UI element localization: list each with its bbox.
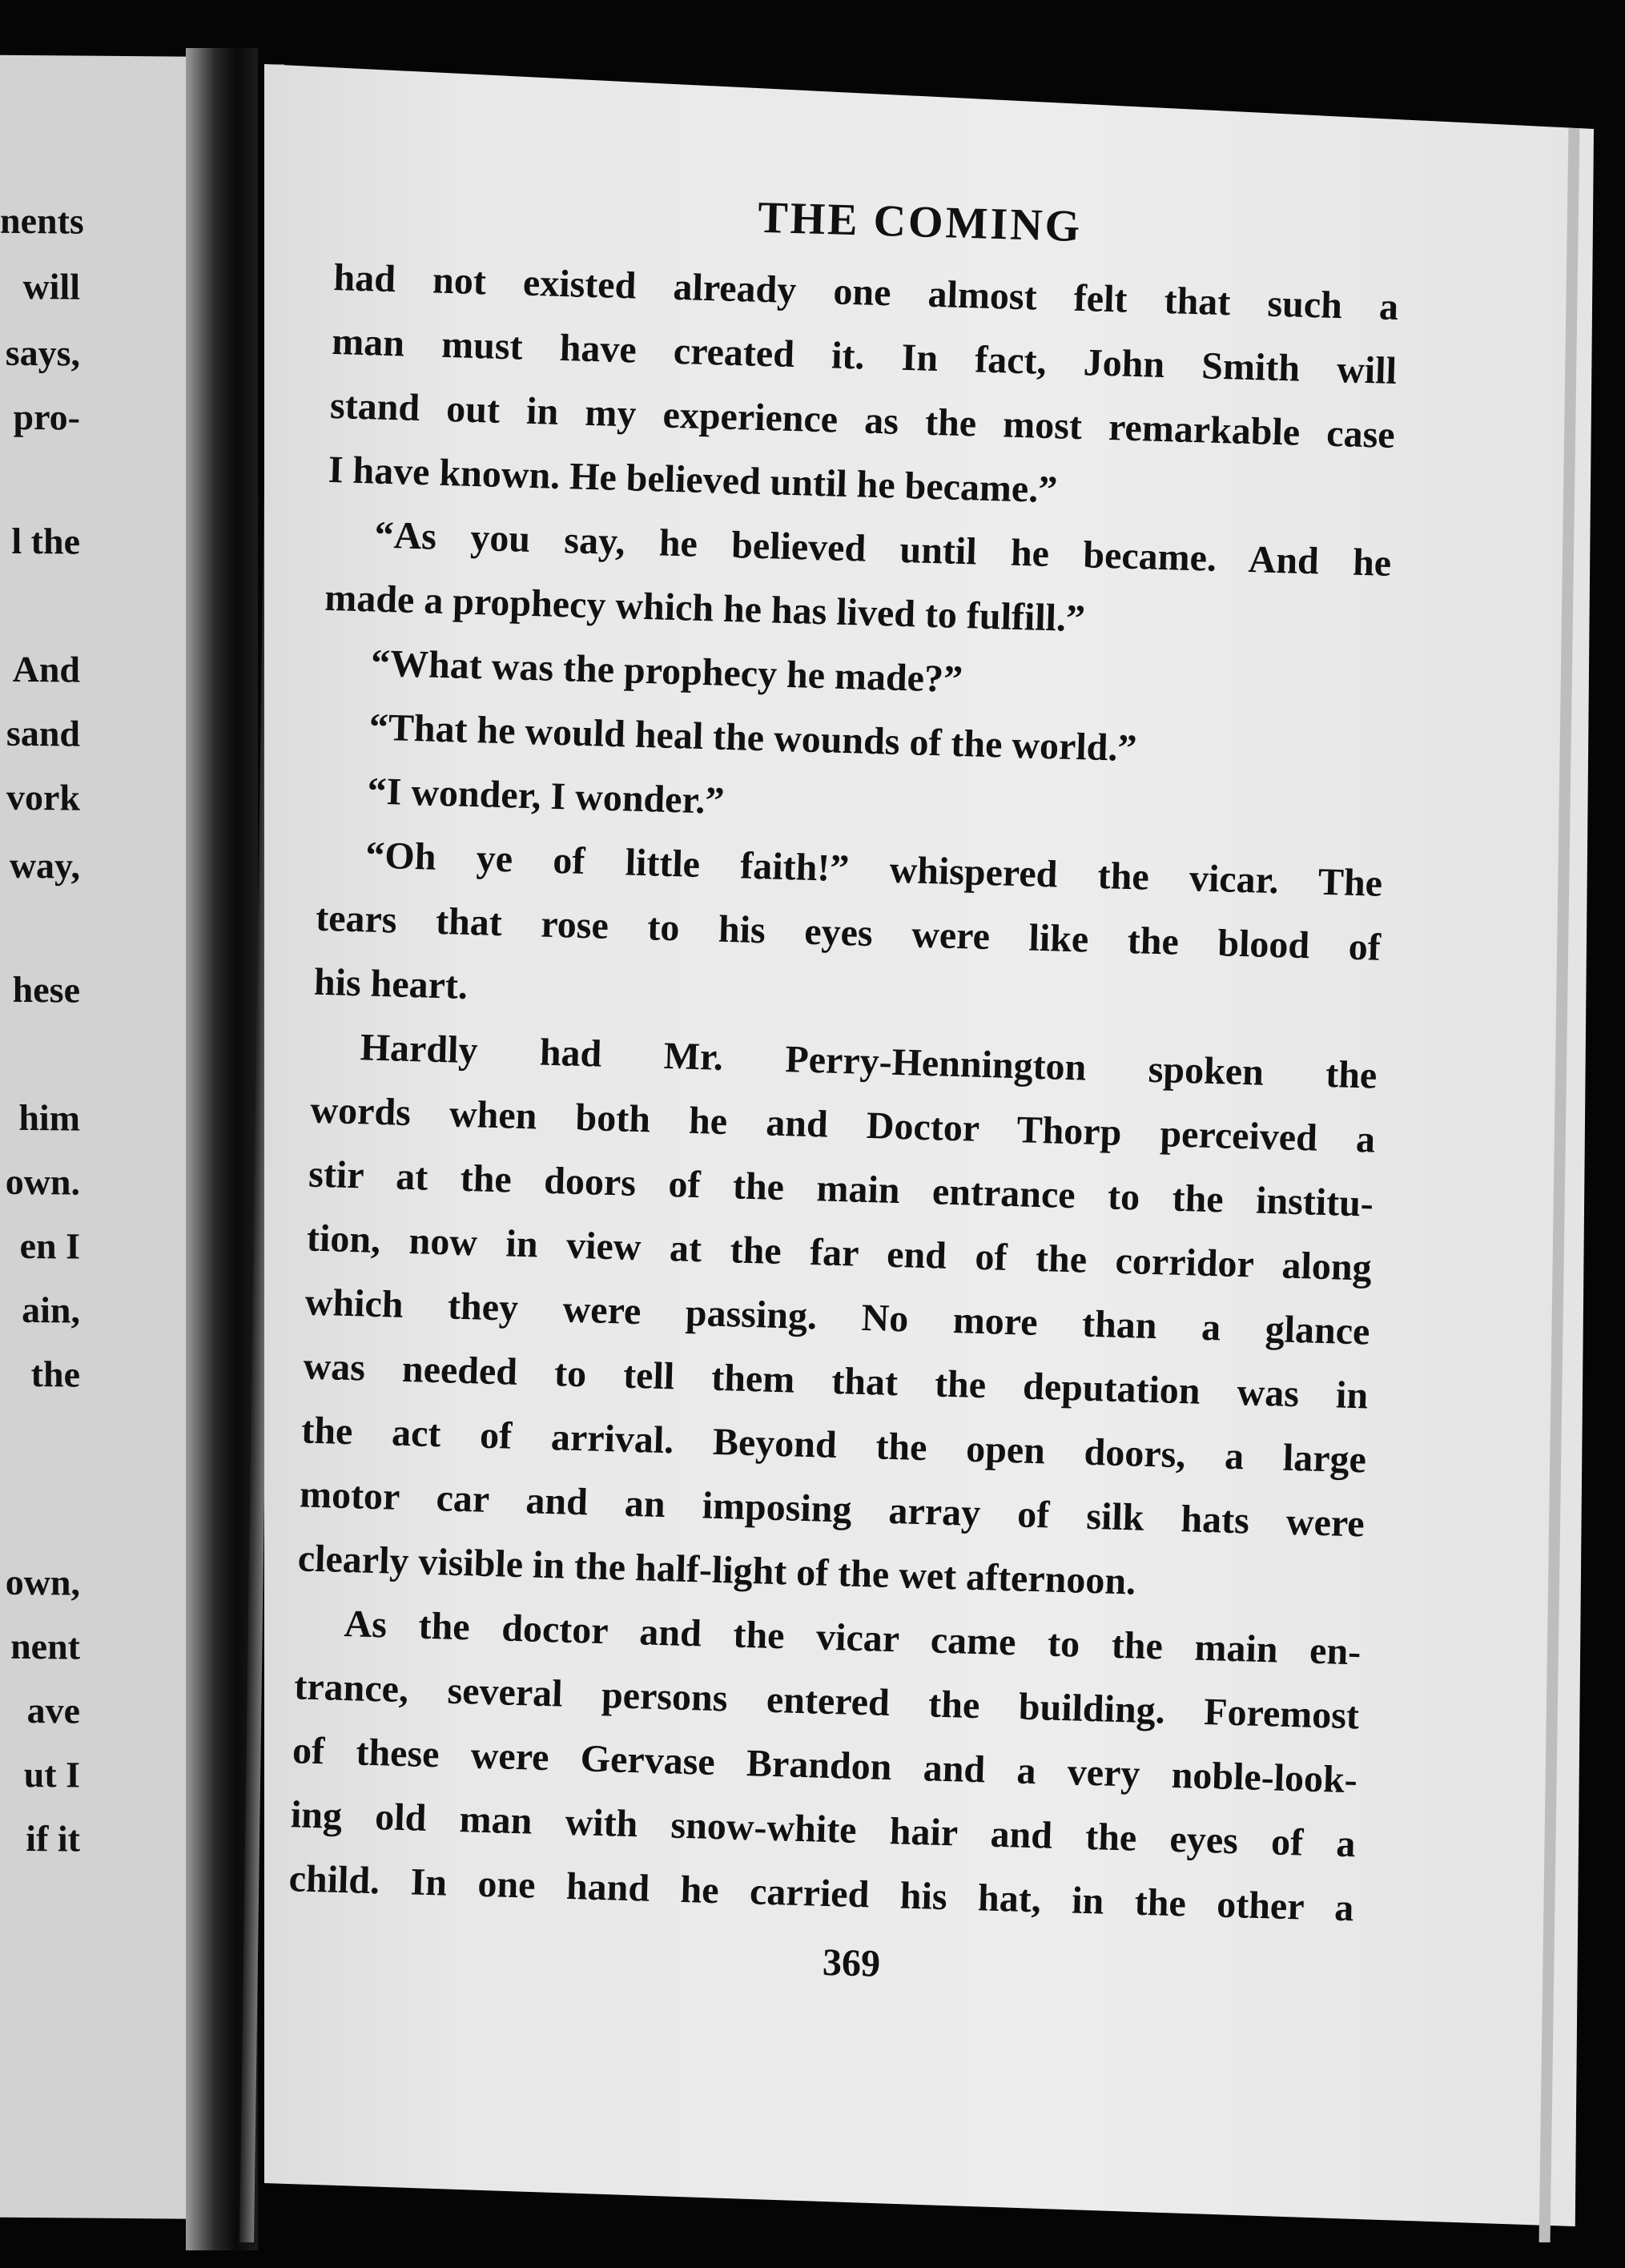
- text-line: stir at the doors of the main entrance to the institu-: [308, 1152, 1374, 1225]
- text-line: clearly visible in the half-light of the wet afternoon.: [297, 1537, 1136, 1603]
- page-number: 369: [822, 1940, 881, 1985]
- text-line: man must have created it. In fact, John Smith will: [331, 320, 1398, 393]
- left-page-fragment: the: [30, 1353, 80, 1395]
- text-line: child. In one hand he carried his hat, in the other a: [288, 1857, 1354, 1930]
- text-line: I have known. He believed until he became.”: [328, 448, 1058, 512]
- left-page-fragment: way,: [9, 844, 80, 887]
- text-line: the act of arrival. Beyond the open doors, a large: [300, 1409, 1367, 1482]
- left-page-fragment: own.: [5, 1160, 80, 1203]
- text-line: “What was the prophecy he made?”: [370, 641, 963, 702]
- text-line: motor car and an imposing array of silk hats were: [299, 1473, 1366, 1546]
- left-page-fragment: vork: [6, 776, 80, 818]
- left-page-fragment: if it: [26, 1817, 80, 1860]
- text-line: ing old man with snow-white hair and the eyes of a: [290, 1793, 1357, 1866]
- text-line: made a prophecy which he has lived to fulfill.”: [324, 576, 1086, 641]
- text-line: “Oh ye of little faith!” whispered the vicar. The: [364, 834, 1383, 905]
- left-page-fragment: pro-: [13, 396, 80, 438]
- text-line: tion, now in view at the far end of the corridor along: [306, 1216, 1373, 1289]
- left-page-fragment: hese: [12, 968, 80, 1011]
- left-page-fragment: nent: [10, 1625, 80, 1667]
- text-line: of these were Gervase Brandon and a very noble-look-: [292, 1729, 1358, 1802]
- text-line: which they were passing. No more than a glance: [304, 1281, 1371, 1353]
- left-page-fragment: says,: [5, 332, 80, 374]
- text-line: words when both he and Doctor Thorp perceived a: [309, 1088, 1376, 1161]
- page-text-block: [287, 180, 1402, 1999]
- left-page-fragment: own,: [5, 1561, 80, 1603]
- text-line: “That he would heal the wounds of the world.”: [368, 706, 1138, 770]
- body-text: [288, 246, 1400, 1940]
- text-line: As the doctor and the vicar came to the main en-: [343, 1602, 1362, 1674]
- left-page-fragment: ave: [26, 1689, 80, 1731]
- text-line: stand out in my experience as the most remarkable case: [329, 384, 1396, 457]
- running-head: THE COMING: [757, 192, 1084, 252]
- left-page-fragment: him: [18, 1096, 80, 1139]
- text-line: Hardly had Mr. Perry-Hennington spoken the: [360, 1026, 1378, 1097]
- text-line: his heart.: [313, 960, 469, 1007]
- text-line: “I wonder, I wonder.”: [366, 770, 726, 822]
- text-line: tears that rose to his eyes were like the blood of: [315, 896, 1382, 969]
- text-line: had not existed already one almost felt that such a: [332, 255, 1399, 329]
- left-page-fragment: ain,: [22, 1289, 80, 1331]
- text-line: trance, several persons entered the building. Foremost: [293, 1665, 1360, 1738]
- left-page-fragment: l the: [11, 520, 80, 562]
- left-page-fragment: will: [22, 265, 80, 308]
- left-page-fragment: en I: [19, 1224, 80, 1267]
- left-page-fragment: nents: [0, 199, 84, 242]
- left-page-fragment: sand: [6, 712, 80, 754]
- left-page-fragment: ut I: [23, 1753, 80, 1796]
- left-page-fragment: And: [12, 648, 80, 690]
- text-line: was needed to tell them that the deputation was in: [302, 1345, 1369, 1418]
- text-line: “As you say, he believed until he became. And he: [373, 513, 1392, 585]
